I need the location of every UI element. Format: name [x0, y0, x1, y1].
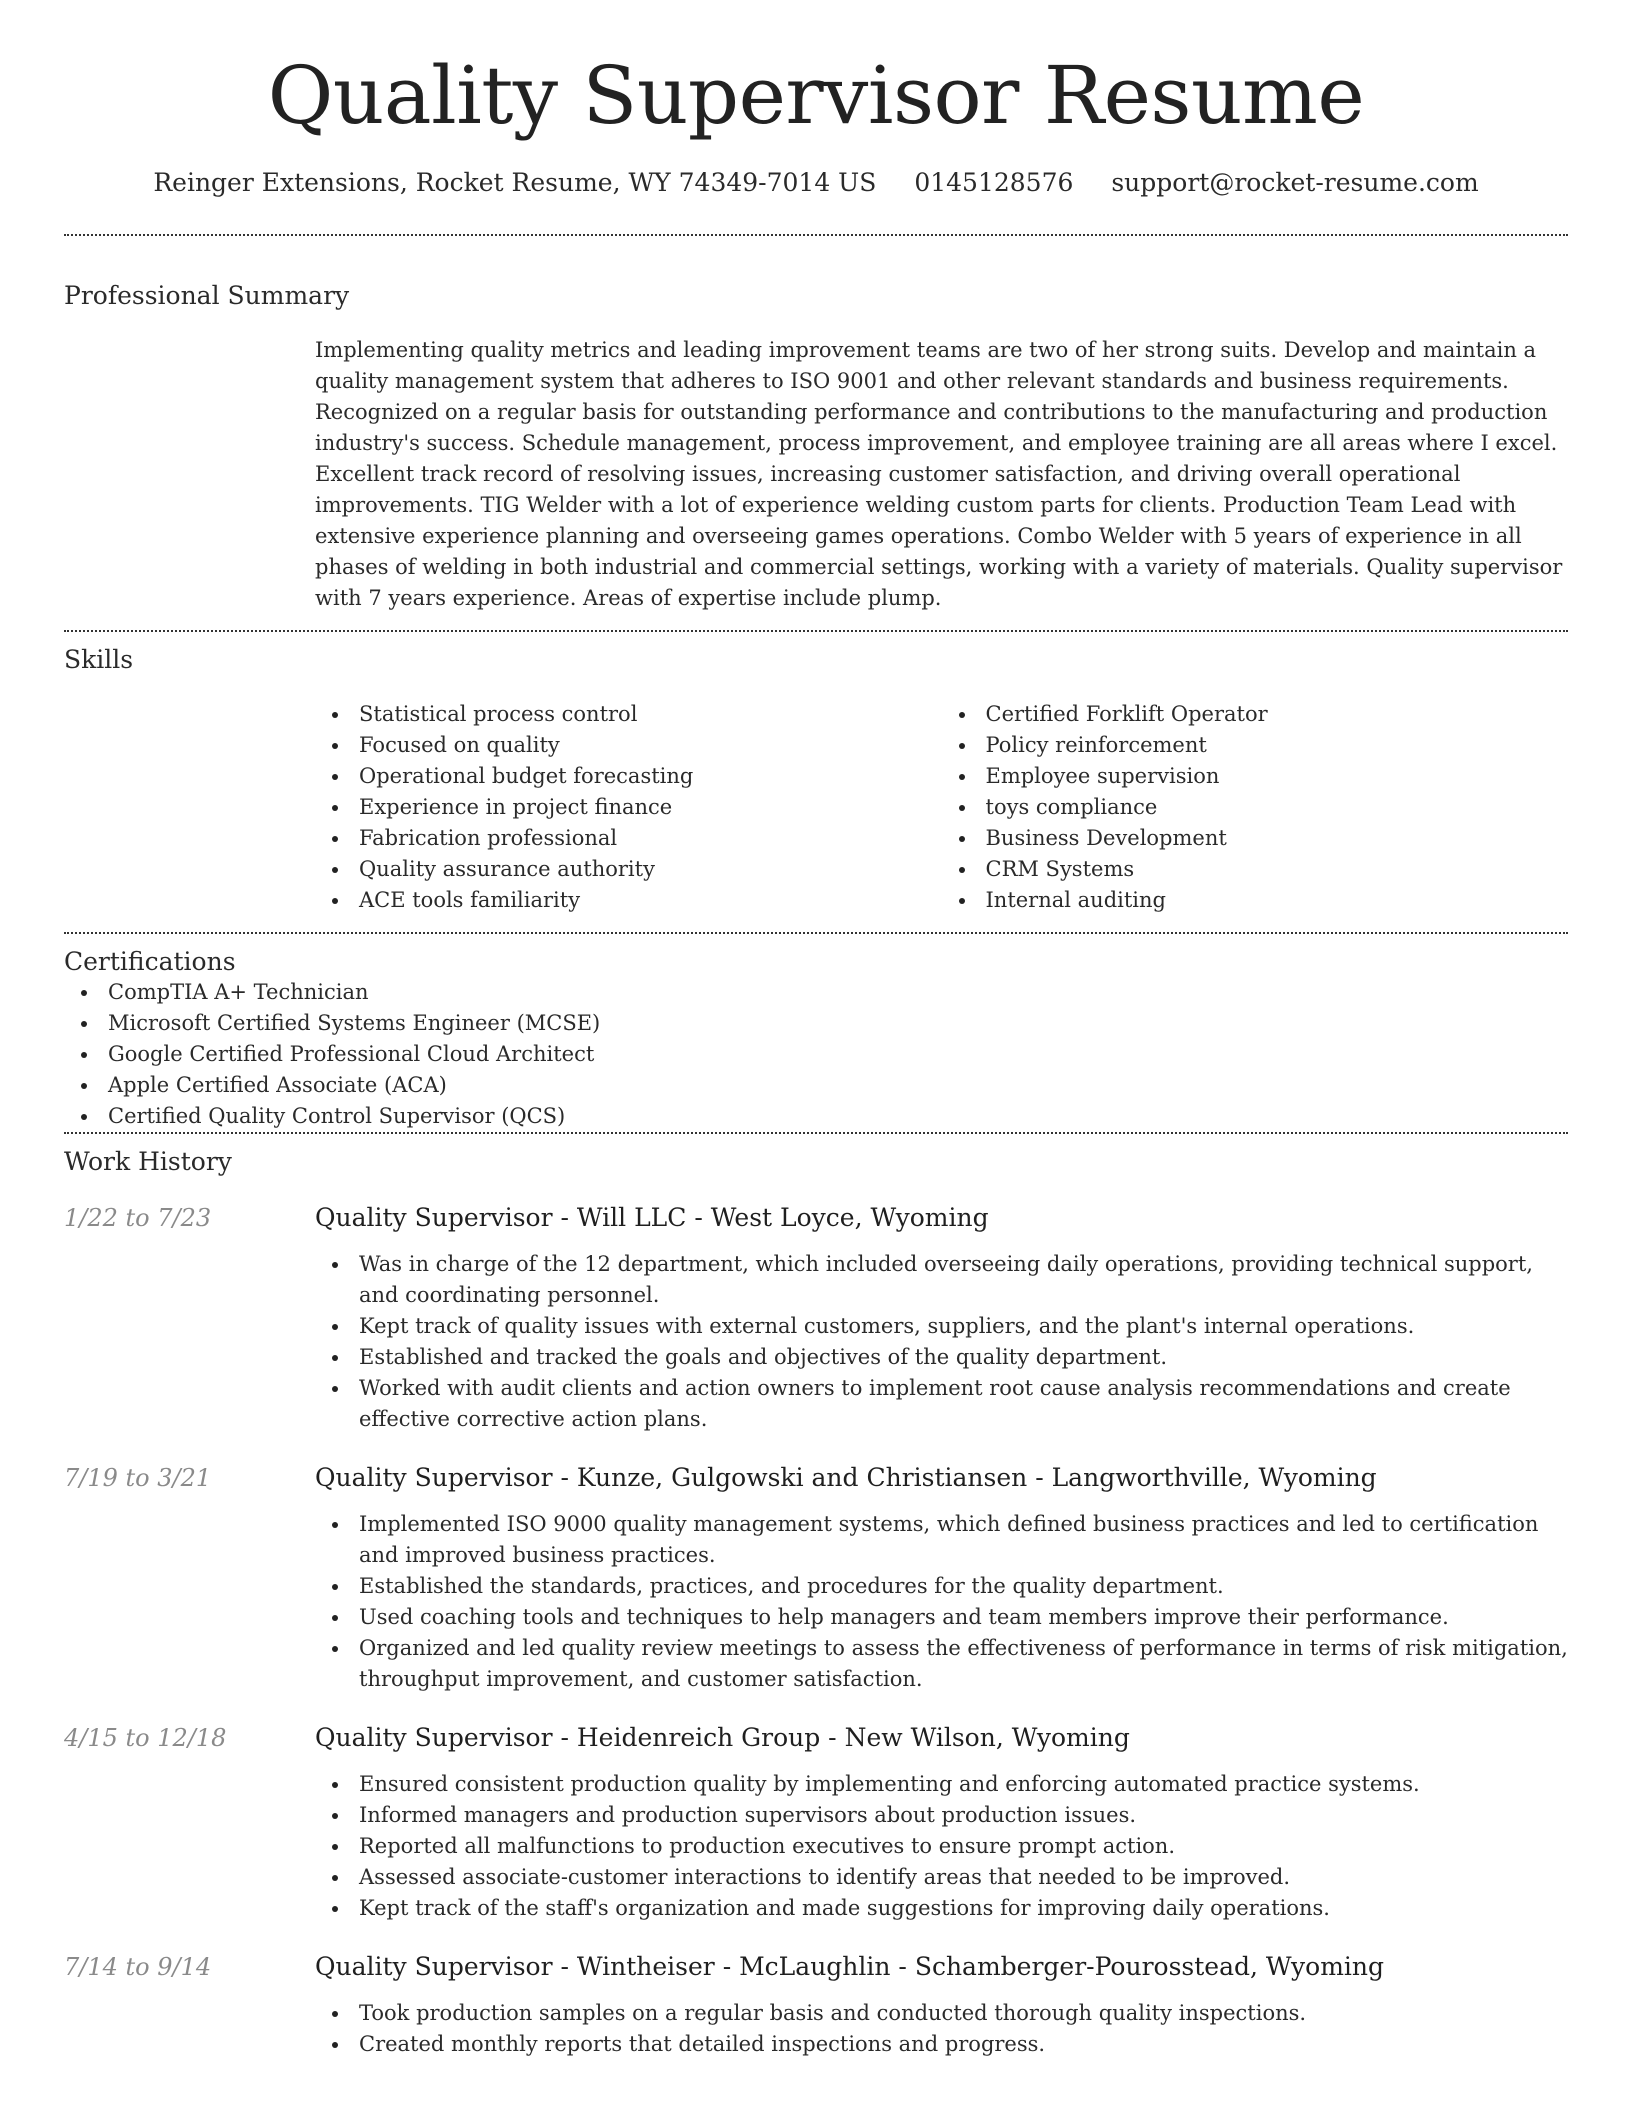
contact-phone: 0145128576	[914, 168, 1074, 197]
job-dates: 1/22 to 7/23	[64, 1204, 212, 1232]
skill-item: Focused on quality	[359, 730, 942, 761]
job-entry	[64, 1723, 1568, 1924]
skill-item: toys compliance	[986, 792, 1569, 823]
skill-item: Policy reinforcement	[986, 730, 1569, 761]
skills-columns	[315, 699, 1568, 916]
job-bullet: Used coaching tools and techniques to help managers and team members improve their performance.	[359, 1602, 1568, 1633]
skill-item: Experience in project finance	[359, 792, 942, 823]
skills-section	[64, 645, 1568, 916]
contact-email: support@rocket-resume.com	[1111, 168, 1479, 197]
job-bullet: Created monthly reports that detailed inspections and progress.	[359, 2029, 1568, 2060]
job-bullet: Kept track of the staff's organization and made suggestions for improving daily operations.	[359, 1893, 1568, 1924]
skill-item: Operational budget forecasting	[359, 761, 942, 792]
skill-item: CRM Systems	[986, 854, 1569, 885]
certification-item: Google Certified Professional Cloud Architect	[108, 1039, 1568, 1070]
skill-item: Certified Forklift Operator	[986, 699, 1569, 730]
section-divider	[64, 234, 1568, 236]
job-title: Quality Supervisor - Kunze, Gulgowski and Christiansen - Langworthville, Wyoming	[315, 1463, 1377, 1492]
job-bullet: Reported all malfunctions to production executives to ensure prompt action.	[359, 1831, 1568, 1862]
job-bullet: Took production samples on a regular basis and conducted thorough quality inspections.	[359, 1998, 1568, 2029]
job-bullets	[315, 1998, 1568, 2060]
job-entry	[64, 1463, 1568, 1695]
job-body	[315, 1203, 1568, 1435]
job-bullet: Established and tracked the goals and objectives of the quality department.	[359, 1342, 1568, 1373]
skill-item: Quality assurance authority	[359, 854, 942, 885]
job-entry	[64, 1952, 1568, 2060]
skills-list-left	[315, 699, 942, 916]
job-bullet: Implemented ISO 9000 quality management systems, which defined business practices and led to certification and improved business practices.	[359, 1509, 1568, 1571]
skill-item: Statistical process control	[359, 699, 942, 730]
section-heading-certifications: Certifications	[64, 947, 236, 976]
job-bullets	[315, 1769, 1568, 1924]
job-bullet: Assessed associate-customer interactions to identify areas that needed to be improved.	[359, 1862, 1568, 1893]
job-bullet: Organized and led quality review meetings to assess the effectiveness of performance in terms of risk mitigation, throughput improvement, and customer satisfaction.	[359, 1633, 1568, 1695]
job-body	[315, 1723, 1568, 1924]
section-divider	[64, 630, 1568, 632]
job-bullet: Worked with audit clients and action owners to implement root cause analysis recommendations and create effective corrective action plans.	[359, 1373, 1568, 1435]
job-body	[315, 1463, 1568, 1695]
certification-item: Certified Quality Control Supervisor (QCS)	[108, 1101, 1568, 1132]
certification-item: Apple Certified Associate (ACA)	[108, 1070, 1568, 1101]
job-bullet: Ensured consistent production quality by implementing and enforcing automated practice systems.	[359, 1769, 1568, 1800]
skills-list-right	[942, 699, 1569, 916]
job-bullet: Was in charge of the 12 department, which included overseeing daily operations, providing technical support, and coordinating personnel.	[359, 1249, 1568, 1311]
contact-line	[64, 168, 1568, 198]
job-bullets	[315, 1249, 1568, 1435]
job-bullet: Kept track of quality issues with external customers, suppliers, and the plant's internal operations.	[359, 1311, 1568, 1342]
job-bullet: Informed managers and production supervisors about production issues.	[359, 1800, 1568, 1831]
skill-item: Employee supervision	[986, 761, 1569, 792]
section-heading-skills: Skills	[64, 645, 134, 674]
job-title: Quality Supervisor - Will LLC - West Loyce, Wyoming	[315, 1203, 989, 1232]
section-heading-work-history: Work History	[64, 1147, 232, 1176]
section-heading-summary: Professional Summary	[64, 281, 350, 310]
section-divider	[64, 932, 1568, 934]
certifications-list	[64, 977, 1568, 1132]
job-entry	[64, 1203, 1568, 1435]
certifications-section	[64, 947, 1568, 1132]
job-body	[315, 1952, 1568, 2060]
job-dates: 4/15 to 12/18	[64, 1724, 227, 1752]
job-bullets	[315, 1509, 1568, 1695]
contact-address: Reinger Extensions, Rocket Resume, WY 74349-7014 US	[153, 168, 877, 197]
work-history-section	[64, 1147, 1568, 2060]
job-title: Quality Supervisor - Heidenreich Group - New Wilson, Wyoming	[315, 1723, 1130, 1752]
skill-item: Fabrication professional	[359, 823, 942, 854]
job-dates: 7/19 to 3/21	[64, 1464, 212, 1492]
resume-title: Quality Supervisor Resume	[267, 49, 1365, 142]
skill-item: Business Development	[986, 823, 1569, 854]
summary-text: Implementing quality metrics and leading improvement teams are two of her strong suits. Develop and maintain a quality management system that adheres to ISO 9001 and other relevant standards and business requirements. Recognized on a regular basis for outstanding performance and contributions to the manufacturing and production industry's success. Schedule management, process improvement, and employee training are all areas where I excel. Excellent track record of resolving issues, increasing customer satisfaction, and driving overall operational improvements. TIG Welder with a lot of experience welding custom parts for clients. Production Team Lead with extensive experience planning and overseeing games operations. Combo Welder with 5 years of experience in all phases of welding in both industrial and commercial settings, working with a variety of materials. Quality supervisor with 7 years experience. Areas of expertise include plump.	[315, 338, 1563, 610]
job-bullet: Established the standards, practices, and procedures for the quality department.	[359, 1571, 1568, 1602]
certification-item: Microsoft Certified Systems Engineer (MCSE)	[108, 1008, 1568, 1039]
skill-item: Internal auditing	[986, 885, 1569, 916]
job-dates: 7/14 to 9/14	[64, 1953, 212, 1981]
professional-summary-section	[64, 281, 1568, 614]
certification-item: CompTIA A+ Technician	[108, 977, 1568, 1008]
job-title: Quality Supervisor - Wintheiser - McLaughlin - Schamberger-Pourosstead, Wyoming	[315, 1952, 1385, 1981]
resume-page	[64, 0, 1568, 2060]
section-divider	[64, 1132, 1568, 1134]
skill-item: ACE tools familiarity	[359, 885, 942, 916]
